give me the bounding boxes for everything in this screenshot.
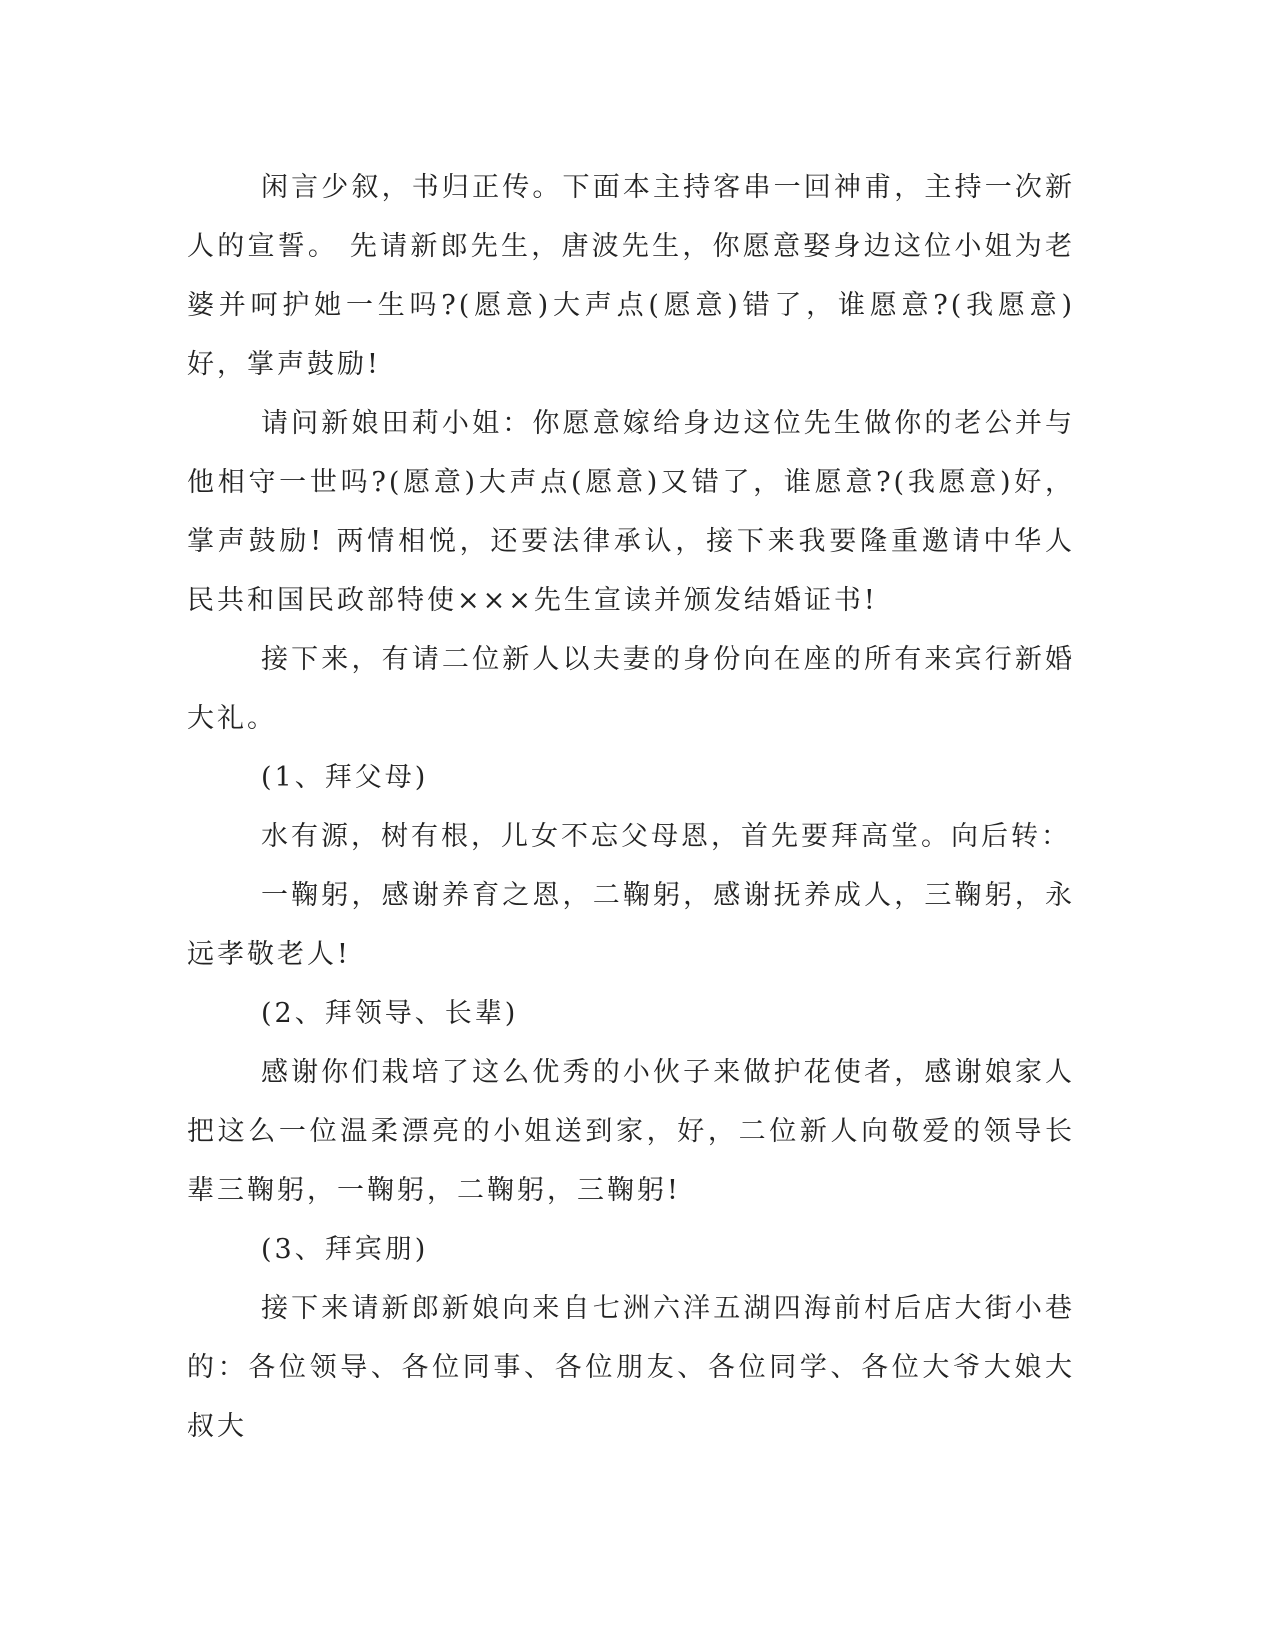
paragraph-vows-groom: 闲言少叙，书归正传。下面本主持客串一回神甫，主持一次新人的宣誓。 先请新郎先生，唐波先生，你愿意娶身边这位小姐为老婆并呵护她一生吗?(愿意)大声点(愿意)错了，谁愿意?(我愿意)好，掌声鼓励! [187, 172, 1075, 380]
paragraph-vows-bride: 请问新娘田莉小姐：你愿意嫁给身边这位先生做你的老公并与他相守一世吗?(愿意)大声点(愿意)又错了，谁愿意?(我愿意)好，掌声鼓励! 两情相悦，还要法律承认，接下来我要隆重邀请中华人民共和国民政部特使×××先生宣读并颁发结婚证书! [187, 408, 1075, 616]
paragraph-parents-bows: 一鞠躬，感谢养育之恩，二鞠躬，感谢抚养成人，三鞠躬，永远孝敬老人! [187, 880, 1075, 970]
section-heading-guests: (3、拜宾朋) [261, 1234, 429, 1265]
paragraph-parents-intro: 水有源，树有根，儿女不忘父母恩，首先要拜高堂。向后转： [261, 821, 1071, 852]
paragraph-wedding-ceremony: 接下来，有请二位新人以夫妻的身份向在座的所有来宾行新婚大礼。 [187, 644, 1075, 734]
document-body [187, 158, 1075, 1456]
paragraph-elders-bows: 感谢你们栽培了这么优秀的小伙子来做护花使者，感谢娘家人把这么一位温柔漂亮的小姐送到家，好，二位新人向敬爱的领导长辈三鞠躬，一鞠躬，二鞠躬，三鞠躬! [187, 1057, 1075, 1206]
section-heading-elders: (2、拜领导、长辈) [261, 998, 519, 1029]
section-heading-parents: (1、拜父母) [261, 762, 429, 793]
paragraph-guests: 接下来请新郎新娘向来自七洲六洋五湖四海前村后店大街小巷的：各位领导、各位同事、各位朋友、各位同学、各位大爷大娘大叔大 [187, 1293, 1075, 1442]
